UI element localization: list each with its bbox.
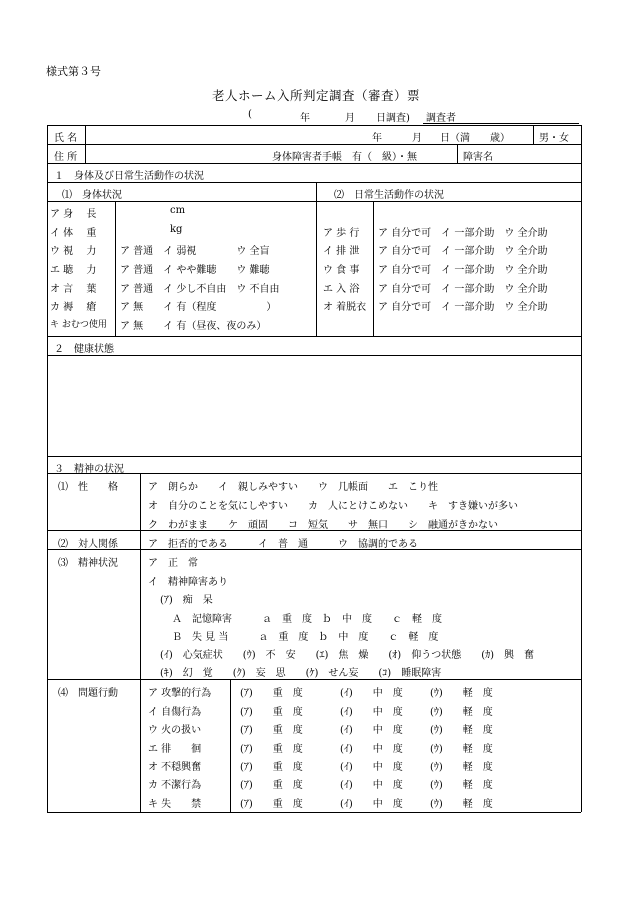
severity-mild[interactable]: (ｳ) 軽 度 — [430, 707, 493, 718]
behavior-item-label: オ 不穏興奮 — [148, 762, 202, 773]
body-item-label: エ 聴 力 — [50, 265, 97, 276]
mental-line: Ａ 記憶障害 ａ 重 度 ｂ 中 度 ｃ 軽 度 — [172, 614, 442, 625]
row-line — [47, 201, 581, 202]
severity-moderate[interactable]: (ｲ) 中 度 — [340, 725, 403, 736]
mental-line: (ｱ) 痴 呆 — [160, 595, 213, 606]
behavior-item-label: カ 不潔行為 — [148, 780, 202, 791]
section3-title: ３ 精神の状況 — [54, 464, 124, 475]
surveyor-underline — [423, 123, 579, 124]
severity-mild[interactable]: (ｳ) 軽 度 — [430, 799, 493, 810]
personality-line: ア 朗らか イ 親しみやすい ウ 几帳面 エ こり性 — [148, 482, 438, 493]
birth-year: 年 — [372, 133, 382, 144]
severity-moderate[interactable]: (ｲ) 中 度 — [340, 799, 403, 810]
severity-moderate[interactable]: (ｲ) 中 度 — [340, 744, 403, 755]
mental-line: Ｂ 失 見 当 ａ 重 度 ｂ 中 度 ｃ 軽 度 — [172, 632, 439, 643]
severity-moderate[interactable]: (ｲ) 中 度 — [340, 707, 403, 718]
adl-item-label: エ 入 浴 — [323, 284, 360, 295]
mental-line: ア 正 常 — [148, 558, 198, 569]
body-item-label: イ 体 重 — [50, 228, 97, 239]
name-label: 氏 名 — [54, 133, 78, 144]
severity-moderate[interactable]: (ｲ) 中 度 — [340, 780, 403, 791]
body-item-value[interactable]: ア 普通 イ 弱視 ウ 全盲 — [120, 246, 270, 257]
sex-divider — [533, 125, 534, 144]
frame-right — [581, 125, 582, 812]
severity-severe[interactable]: (ｱ) 重 度 — [240, 799, 303, 810]
adl-item-value[interactable]: ア 自分で可 イ 一部介助 ウ 全介助 — [378, 265, 548, 276]
row-line — [47, 473, 581, 474]
birth-month: 月 — [412, 133, 422, 144]
survey-date-year: 年 — [300, 113, 310, 124]
address-field[interactable] — [86, 145, 266, 162]
survey-date-month: 月 — [345, 113, 355, 124]
behavior-label: ⑷ 問題行動 — [58, 688, 118, 699]
disability-name-label: 障害名 — [463, 152, 493, 163]
form-number: 様式第３号 — [46, 65, 101, 78]
severity-mild[interactable]: (ｳ) 軽 度 — [430, 744, 493, 755]
severity-severe[interactable]: (ｱ) 重 度 — [240, 707, 303, 718]
body-item-value[interactable]: cm — [170, 205, 186, 216]
adl-item-label: イ 排 泄 — [323, 246, 360, 257]
body-item-value[interactable]: kg — [170, 224, 183, 235]
health-status-field[interactable] — [48, 356, 580, 455]
adl-item-label: ア 歩 行 — [323, 228, 360, 239]
body-item-label: ア 身 長 — [50, 209, 97, 220]
body-item-value[interactable]: ア 無 イ 有（程度 ） — [120, 302, 277, 313]
severity-severe[interactable]: (ｱ) 重 度 — [240, 744, 303, 755]
row-line — [47, 549, 581, 550]
body-item-value[interactable]: ア 普通 イ やや難聴 ウ 難聴 — [120, 265, 270, 276]
surveyor-label: 調査者 — [426, 113, 456, 124]
severity-severe[interactable]: (ｱ) 重 度 — [240, 780, 303, 791]
sex-field[interactable]: 男・女 — [539, 133, 569, 144]
adl-item-value[interactable]: ア 自分で可 イ 一部介助 ウ 全介助 — [378, 284, 548, 295]
severity-mild[interactable]: (ｳ) 軽 度 — [430, 780, 493, 791]
behavior-item-label: ア 攻撃的行為 — [148, 688, 212, 699]
body-item-value[interactable]: ア 普通 イ 少し不自由 ウ 不自由 — [120, 284, 280, 295]
body-item-label: カ 褥 瘡 — [50, 302, 97, 313]
body-status-heading: ⑴ 身体状況 — [62, 190, 122, 201]
adl-label-divider — [373, 201, 374, 336]
relations-options: ア 拒否的である イ 普 通 ウ 協調的である — [148, 539, 418, 550]
row-line — [47, 530, 581, 531]
section1-title: １ 身体及び日常生活動作の状況 — [54, 171, 204, 182]
adl-item-value[interactable]: ア 自分で可 イ 一部介助 ウ 全介助 — [378, 302, 548, 313]
adl-item-value[interactable]: ア 自分で可 イ 一部介助 ウ 全介助 — [378, 246, 548, 257]
personality-line: オ 自分のことを気にしやすい カ 人にとけこめない キ すき嫌いが多い — [148, 501, 518, 512]
severity-severe[interactable]: (ｱ) 重 度 — [240, 762, 303, 773]
mental-line: (ｲ) 心気症状 (ｳ) 不 安 (ｴ) 焦 燥 (ｵ) 仰うつ状態 (ｶ) 興 奮 — [160, 650, 535, 661]
address-label: 住 所 — [54, 152, 78, 163]
disability-handbook: 身体障害者手帳 有（ 級）・無 — [272, 152, 417, 163]
behavior-item-label: キ 失 禁 — [148, 799, 202, 810]
section3-label-divider — [140, 473, 141, 812]
personality-label: ⑴ 性 格 — [58, 482, 118, 493]
adl-item-label: オ 着脱衣 — [323, 302, 367, 313]
section1-center-divider — [316, 182, 317, 336]
survey-date-close: 日調査) — [376, 113, 410, 124]
body-item-label: オ 言 葉 — [50, 284, 97, 295]
relations-label: ⑵ 対人関係 — [58, 539, 118, 550]
row-line — [47, 182, 581, 183]
severity-severe[interactable]: (ｱ) 重 度 — [240, 688, 303, 699]
row-line — [47, 336, 581, 337]
survey-date-open: ( — [248, 109, 252, 120]
behavior-item-label: エ 徘 徊 — [148, 744, 202, 755]
behavior-divider — [230, 679, 231, 812]
frame-bottom — [47, 812, 581, 813]
mental-line: (ｷ) 幻 覚 (ｸ) 妄 思 (ｹ) せん妄 (ｺ) 睡眠障害 — [160, 668, 442, 679]
behavior-item-label: イ 自傷行為 — [148, 707, 202, 718]
behavior-item-label: ウ 火の扱い — [148, 725, 202, 736]
severity-mild[interactable]: (ｳ) 軽 度 — [430, 762, 493, 773]
adl-item-label: ウ 食 事 — [323, 265, 360, 276]
row-line — [47, 163, 581, 164]
personality-line: ク わがまま ケ 頑固 コ 短気 サ 無口 シ 融通がきかない — [148, 520, 498, 531]
form-title: 老人ホーム入所判定調査（審査）票 — [212, 88, 421, 103]
frame-left — [47, 125, 48, 812]
body-item-value[interactable]: ア 無 イ 有（昼夜、夜のみ） — [120, 321, 267, 332]
row-line — [47, 679, 581, 680]
section2-title: ２ 健康状態 — [54, 344, 114, 355]
severity-moderate[interactable]: (ｲ) 中 度 — [340, 688, 403, 699]
mental-line: イ 精神障害あり — [148, 577, 228, 588]
body-item-label: ウ 視 力 — [50, 246, 97, 257]
name-field[interactable] — [86, 126, 366, 143]
birth-day-age: 日（満 歳） — [440, 133, 510, 144]
mental-label: ⑶ 精神状況 — [58, 558, 118, 569]
severity-severe[interactable]: (ｱ) 重 度 — [240, 725, 303, 736]
row-line — [47, 456, 581, 457]
body-label-divider — [115, 201, 116, 336]
severity-moderate[interactable]: (ｲ) 中 度 — [340, 762, 403, 773]
disability-divider — [457, 144, 458, 163]
adl-item-value[interactable]: ア 自分で可 イ 一部介助 ウ 全介助 — [378, 228, 548, 239]
adl-heading: ⑵ 日常生活動作の状況 — [334, 190, 444, 201]
severity-mild[interactable]: (ｳ) 軽 度 — [430, 688, 493, 699]
body-item-label: キ おむつ使用 — [50, 320, 107, 330]
severity-mild[interactable]: (ｳ) 軽 度 — [430, 725, 493, 736]
